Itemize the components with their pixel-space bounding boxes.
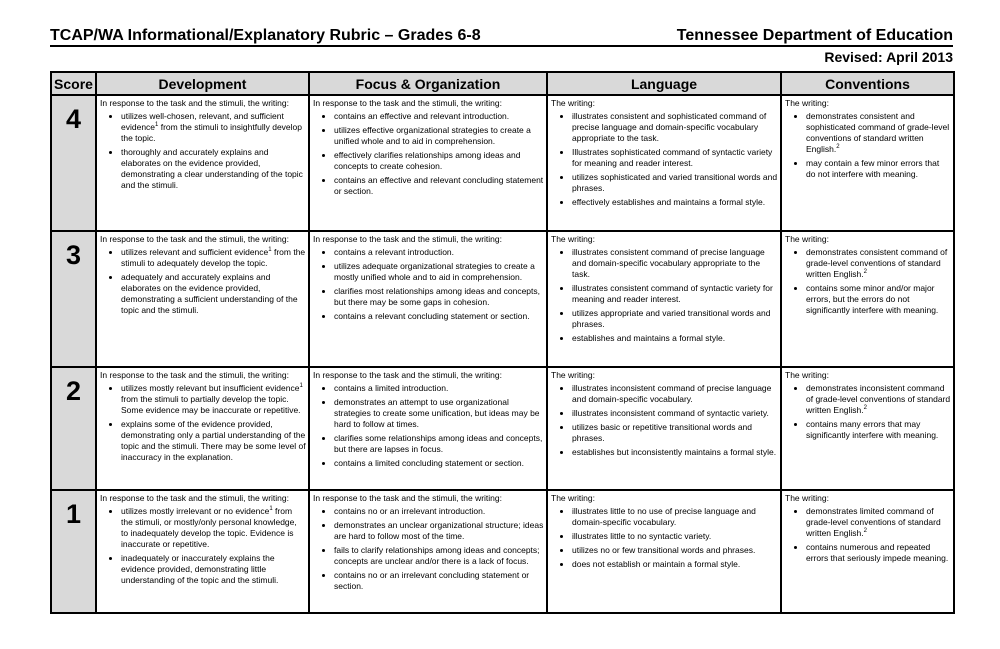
- criteria-item: [572, 308, 778, 330]
- criteria-item: [572, 147, 778, 169]
- criteria-item: [121, 111, 306, 144]
- conventions-cell: [781, 490, 954, 613]
- cell-intro: The writing:: [551, 492, 595, 503]
- cell-intro: In response to the task and the stimuli, the writing:: [313, 369, 502, 380]
- criteria-text: contains a limited introduction.: [334, 382, 449, 393]
- footnote-marker: 1: [269, 506, 273, 513]
- development-cell: [96, 95, 309, 231]
- cell-intro: The writing:: [785, 369, 829, 380]
- criteria-item: [334, 433, 544, 455]
- criteria-text: effectively clarifies relationships among ideas and concepts to create cohesion.: [334, 150, 521, 171]
- criteria-item: [334, 261, 544, 283]
- criteria-item: [121, 419, 306, 463]
- criteria-item: [806, 158, 951, 180]
- criteria-text: demonstrates consistent and sophisticated command of grade-level conventions of standard written English.: [806, 111, 950, 154]
- criteria-text: effectively establishes and maintains a formal style.: [572, 197, 766, 207]
- criteria-text: inadequately or inaccurately explains the evidence provided, demonstrating little understanding of the topic and the stimuli.: [121, 552, 279, 585]
- criteria-text: contains a limited concluding statement or section.: [334, 457, 524, 468]
- criteria-text-continued: from the stimuli, or mostly/only personal knowledge, to inadequately develop the topic. Evidence is inaccurate or repetitive.: [121, 505, 297, 549]
- criteria-text: fails to clarify relationships among ideas and concepts; concepts are unclear and/or there is a lack of focus.: [334, 544, 540, 566]
- rubric-row: [51, 367, 954, 490]
- cell-intro: The writing:: [785, 233, 829, 244]
- criteria-item: [572, 531, 778, 542]
- criteria-item: [334, 397, 544, 430]
- criteria-text: may contain a few minor errors that do not interfere with meaning.: [806, 158, 940, 179]
- criteria-text: contains numerous and repeated errors that seriously impede meaning.: [806, 541, 949, 563]
- criteria-item: [334, 383, 544, 394]
- development-cell: [96, 231, 309, 367]
- criteria-text: adequately and accurately explains and elaborates on the evidence provided, demonstrating a sufficient understanding of the topic and the stimuli.: [121, 271, 298, 315]
- criteria-item: [806, 247, 951, 280]
- criteria-list: [785, 506, 951, 564]
- criteria-item: [572, 408, 778, 419]
- criteria-item: [334, 506, 544, 517]
- criteria-text: illustrates inconsistent command of precise language and domain-specific vocabulary.: [572, 382, 772, 404]
- criteria-text: utilizes appropriate and varied transitional words and phrases.: [572, 307, 771, 329]
- criteria-item: [334, 247, 544, 258]
- criteria-item: [806, 419, 951, 441]
- rubric-row: [51, 490, 954, 613]
- criteria-text: utilizes no or few transitional words and phrases.: [572, 544, 756, 555]
- criteria-text: contains some minor and/or major errors, but the errors do not significantly interfere with meaning.: [806, 282, 939, 315]
- language-cell: [547, 490, 781, 613]
- column-header-language: Language: [547, 72, 781, 95]
- score-cell: 2: [51, 367, 96, 490]
- criteria-text: contains no or an irrelevant concluding statement or section.: [334, 569, 530, 591]
- criteria-text: illustrates inconsistent command of syntactic variety.: [572, 407, 769, 418]
- score-cell: 4: [51, 95, 96, 231]
- criteria-text: thoroughly and accurately explains and elaborates on the evidence provided, demonstrating a clear understanding of the topic and the stimuli.: [121, 147, 303, 190]
- criteria-text-continued: from the stimuli to adequately develop the topic.: [121, 246, 306, 268]
- department-name: Tennessee Department of Education: [676, 27, 953, 44]
- score-cell: 1: [51, 490, 96, 613]
- footnote-marker: 2: [863, 404, 867, 411]
- criteria-text: contains no or an irrelevant introduction.: [334, 505, 486, 516]
- criteria-text: illustrates consistent command of syntactic variety for meaning and reader interest.: [572, 282, 773, 304]
- criteria-item: [806, 506, 951, 539]
- language-cell: [547, 231, 781, 367]
- language-cell: [547, 367, 781, 490]
- criteria-item: [334, 286, 544, 308]
- criteria-text: demonstrates an attempt to use organizational strategies to create some unification, but ideas may be hard to follow at times.: [334, 396, 540, 429]
- cell-intro: The writing:: [551, 98, 595, 108]
- criteria-text: clarifies most relationships among ideas and concepts, but there may be some gaps in cohesion.: [334, 285, 540, 307]
- cell-intro: In response to the task and the stimuli, the writing:: [313, 492, 502, 503]
- criteria-text-continued: from the stimuli to partially develop the topic. Some evidence may be inaccurate or repetitive.: [121, 393, 301, 415]
- column-header-development: Development: [96, 72, 309, 95]
- criteria-text: contains an effective and relevant concluding statement or section.: [334, 175, 544, 196]
- criteria-list: [100, 111, 306, 191]
- criteria-item: [334, 175, 544, 197]
- rubric-row: [51, 231, 954, 367]
- criteria-item: [334, 125, 544, 147]
- focus-cell: [309, 367, 547, 490]
- criteria-text: demonstrates inconsistent command of grade-level conventions of standard written English.: [806, 382, 951, 415]
- criteria-text: contains an effective and relevant introduction.: [334, 111, 510, 121]
- criteria-text: utilizes mostly relevant but insufficient evidence: [121, 382, 300, 393]
- column-header-focus-organization: Focus & Organization: [309, 72, 547, 95]
- conventions-cell: [781, 367, 954, 490]
- criteria-list: [313, 111, 544, 197]
- column-header-conventions: Conventions: [781, 72, 954, 95]
- criteria-text: utilizes relevant and sufficient evidence: [121, 246, 269, 257]
- criteria-text: explains some of the evidence provided, demonstrating only a partial understanding of the topic and the stimuli. There may be some level of inaccuracy in the explanation.: [121, 418, 306, 462]
- criteria-text: establishes and maintains a formal style.: [572, 332, 726, 343]
- score-cell: 3: [51, 231, 96, 367]
- criteria-text: utilizes adequate organizational strategies to create a mostly unified whole and to aid in comprehension.: [334, 260, 535, 282]
- rubric-header-row: [51, 72, 954, 95]
- criteria-item: [334, 458, 544, 469]
- language-cell: [547, 95, 781, 231]
- footnote-marker: 1: [299, 382, 303, 389]
- focus-cell: [309, 490, 547, 613]
- focus-cell: [309, 231, 547, 367]
- conventions-cell: [781, 95, 954, 231]
- footnote-marker: 2: [863, 528, 867, 535]
- criteria-text: illustrates consistent and sophisticated command of precise language and domain-specific vocabulary appropriate to the task.: [572, 111, 767, 143]
- cell-intro: In response to the task and the stimuli, the writing:: [100, 369, 289, 380]
- criteria-text: illustrates little to no use of precise language and domain-specific vocabulary.: [572, 505, 756, 527]
- criteria-item: [806, 383, 951, 416]
- criteria-text: utilizes mostly irrelevant or no evidence: [121, 505, 270, 516]
- criteria-item: [806, 542, 951, 564]
- criteria-item: [572, 545, 778, 556]
- criteria-list: [551, 247, 778, 344]
- criteria-text: demonstrates an unclear organizational structure; ideas are hard to follow most of the time.: [334, 519, 544, 541]
- criteria-text: illustrates consistent command of precise language and domain-specific vocabulary appropriate to the task.: [572, 246, 765, 279]
- cell-intro: In response to the task and the stimuli, the writing:: [313, 98, 502, 108]
- conventions-cell: [781, 231, 954, 367]
- criteria-list: [785, 247, 951, 316]
- criteria-item: [334, 570, 544, 592]
- criteria-item: [572, 383, 778, 405]
- criteria-text: utilizes sophisticated and varied transitional words and phrases.: [572, 172, 778, 193]
- criteria-item: [572, 447, 778, 458]
- criteria-text: clarifies some relationships among ideas and concepts, but there are lapses in focus.: [334, 432, 543, 454]
- criteria-item: [334, 545, 544, 567]
- criteria-item: [572, 422, 778, 444]
- criteria-item: [334, 150, 544, 172]
- criteria-item: [334, 520, 544, 542]
- criteria-text: utilizes effective organizational strategies to create a unified whole and to aid in comprehension.: [334, 125, 531, 146]
- criteria-text: does not establish or maintain a formal style.: [572, 558, 741, 569]
- cell-intro: The writing:: [551, 233, 595, 244]
- criteria-list: [100, 383, 306, 463]
- criteria-list: [551, 506, 778, 570]
- criteria-item: [121, 147, 306, 191]
- footnote-marker: 2: [836, 144, 840, 151]
- criteria-text: illustrates little to no syntactic variety.: [572, 530, 712, 541]
- rubric-table: [50, 71, 955, 614]
- criteria-item: [121, 247, 306, 269]
- criteria-list: [313, 247, 544, 322]
- focus-cell: [309, 95, 547, 231]
- cell-intro: In response to the task and the stimuli, the writing:: [100, 492, 289, 503]
- rubric-title: TCAP/WA Informational/Explanatory Rubric – Grades 6-8: [50, 27, 481, 44]
- cell-intro: The writing:: [551, 369, 595, 380]
- criteria-item: [572, 333, 778, 344]
- criteria-text: contains many errors that may significantly interfere with meaning.: [806, 418, 939, 440]
- criteria-text: demonstrates limited command of grade-level conventions of standard written English.: [806, 505, 941, 538]
- criteria-list: [785, 383, 951, 441]
- rubric-row: [51, 95, 954, 231]
- cell-intro: In response to the task and the stimuli, the writing:: [100, 233, 289, 244]
- criteria-list: [313, 383, 544, 469]
- cell-intro: The writing:: [785, 98, 829, 108]
- criteria-item: [572, 172, 778, 194]
- criteria-list: [551, 383, 778, 458]
- criteria-item: [121, 506, 306, 550]
- revised-date: Revised: April 2013: [824, 49, 953, 65]
- criteria-item: [121, 383, 306, 416]
- criteria-text: utilizes basic or repetitive transitional words and phrases.: [572, 421, 753, 443]
- criteria-text: demonstrates consistent command of grade-level conventions of standard written English.: [806, 246, 948, 279]
- criteria-list: [313, 506, 544, 592]
- criteria-text: contains a relevant introduction.: [334, 246, 455, 257]
- criteria-item: [806, 283, 951, 316]
- criteria-item: [121, 553, 306, 586]
- criteria-text: contains a relevant concluding statement or section.: [334, 310, 530, 321]
- criteria-list: [100, 247, 306, 316]
- criteria-list: [100, 506, 306, 586]
- criteria-item: [121, 272, 306, 316]
- criteria-text: establishes but inconsistently maintains a formal style.: [572, 446, 777, 457]
- criteria-text: utilizes well-chosen, relevant, and sufficient evidence: [121, 111, 284, 132]
- criteria-text-continued: from the stimuli to insightfully develop the topic.: [121, 122, 302, 143]
- header-title-row: [50, 24, 953, 47]
- footnote-marker: 1: [268, 247, 272, 254]
- footnote-marker: 2: [863, 269, 867, 276]
- criteria-item: [572, 506, 778, 528]
- criteria-item: [572, 197, 778, 208]
- cell-intro: The writing:: [785, 492, 829, 503]
- document-header: [50, 24, 953, 66]
- cell-intro: In response to the task and the stimuli, the writing:: [100, 98, 289, 108]
- cell-intro: In response to the task and the stimuli, the writing:: [313, 233, 502, 244]
- criteria-list: [785, 111, 951, 180]
- criteria-item: [334, 311, 544, 322]
- footnote-marker: 1: [155, 122, 159, 129]
- criteria-item: [806, 111, 951, 155]
- criteria-item: [572, 247, 778, 280]
- criteria-item: [334, 111, 544, 122]
- criteria-item: [572, 559, 778, 570]
- criteria-item: [572, 283, 778, 305]
- column-header-score: Score: [51, 72, 96, 95]
- development-cell: [96, 367, 309, 490]
- development-cell: [96, 490, 309, 613]
- criteria-list: [551, 111, 778, 208]
- criteria-text: Illustrates sophisticated command of syntactic variety for meaning and reader interest.: [572, 147, 773, 168]
- criteria-item: [572, 111, 778, 144]
